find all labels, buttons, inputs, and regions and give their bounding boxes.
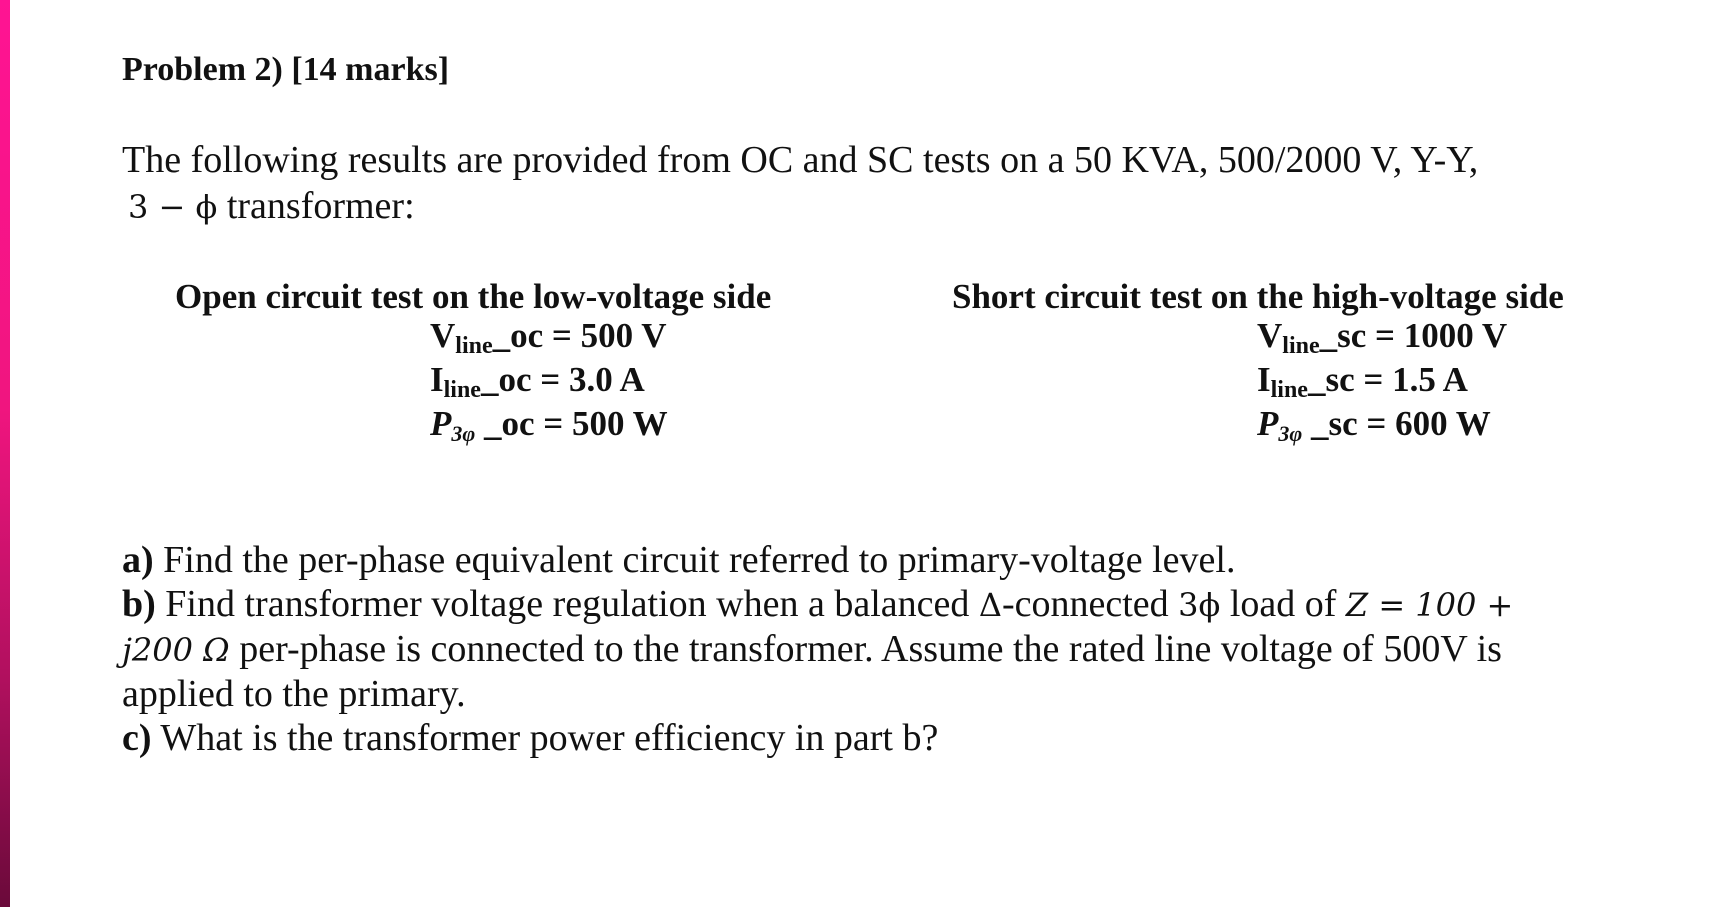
question-b-text-3: load of	[1220, 583, 1346, 625]
oc-v-symbol: V	[430, 316, 456, 355]
load-impedance-imaginary: j200 Ω	[122, 631, 230, 669]
oc-p-symbol: P	[430, 404, 452, 443]
oc-current-row	[430, 360, 645, 410]
load-impedance-expression: Z = 100 +	[1345, 586, 1514, 624]
oc-v-subscript: line	[455, 333, 493, 359]
sc-power-row	[1257, 404, 1491, 454]
question-b-line-1	[122, 582, 1602, 627]
delta-symbol: Δ	[978, 586, 1002, 624]
three-phase-symbol: 3 − ϕ	[128, 188, 218, 226]
oc-p-subscript: 3φ	[451, 421, 476, 446]
oc-p-value: _oc = 500 W	[475, 404, 668, 443]
oc-power-row	[430, 404, 668, 454]
sc-v-subscript: line	[1282, 333, 1320, 359]
question-c-label: c)	[122, 717, 152, 759]
problem-title: Problem 2) [14 marks]	[122, 51, 450, 88]
sc-i-subscript: line	[1270, 377, 1308, 403]
oc-v-value: _oc = 500 V	[492, 316, 667, 355]
oc-test-heading: Open circuit test on the low-voltage side	[175, 277, 772, 316]
intro-line-1: The following results are provided from OC and SC tests on a 50 KVA, 500/2000 V, Y-Y,	[122, 139, 1479, 181]
sc-i-value: _sc = 1.5 A	[1307, 360, 1468, 399]
question-b-text-4: per-phase is connected to the transformer. Assume the rated line voltage of 500V is	[229, 628, 1502, 670]
sc-v-symbol: V	[1257, 316, 1283, 355]
question-b-text-1: Find transformer voltage regulation when a balanced	[155, 583, 979, 625]
sc-p-symbol: P	[1257, 404, 1279, 443]
questions-list	[122, 538, 1602, 760]
question-b-label: b)	[122, 583, 156, 625]
oc-i-value: _oc = 3.0 A	[480, 360, 645, 399]
question-a-label: a)	[122, 539, 154, 581]
sc-p-value: _sc = 600 W	[1302, 404, 1491, 443]
sc-test-heading: Short circuit test on the high-voltage side	[952, 277, 1564, 316]
sc-voltage-row	[1257, 316, 1507, 366]
question-b-text-2: -connected	[1001, 583, 1179, 625]
question-a	[122, 538, 1602, 582]
question-b-line-2	[122, 627, 1602, 672]
oc-voltage-row	[430, 316, 667, 366]
sc-current-row	[1257, 360, 1468, 410]
oc-i-symbol: I	[430, 360, 444, 399]
question-c-text: What is the transformer power efficiency in part b?	[151, 717, 939, 759]
question-a-text: Find the per-phase equivalent circuit referred to primary-voltage level.	[153, 539, 1236, 581]
intro-line-2	[122, 183, 1602, 230]
three-phase-load-symbol: 3ϕ	[1178, 586, 1221, 624]
intro-line-2-text: transformer:	[217, 185, 415, 227]
sc-p-subscript: 3φ	[1278, 421, 1303, 446]
question-c	[122, 716, 1602, 760]
sc-v-value: _sc = 1000 V	[1319, 316, 1508, 355]
sc-i-symbol: I	[1257, 360, 1271, 399]
oc-i-subscript: line	[443, 377, 481, 403]
problem-intro	[122, 137, 1602, 230]
question-b-line-3: applied to the primary.	[122, 673, 466, 715]
